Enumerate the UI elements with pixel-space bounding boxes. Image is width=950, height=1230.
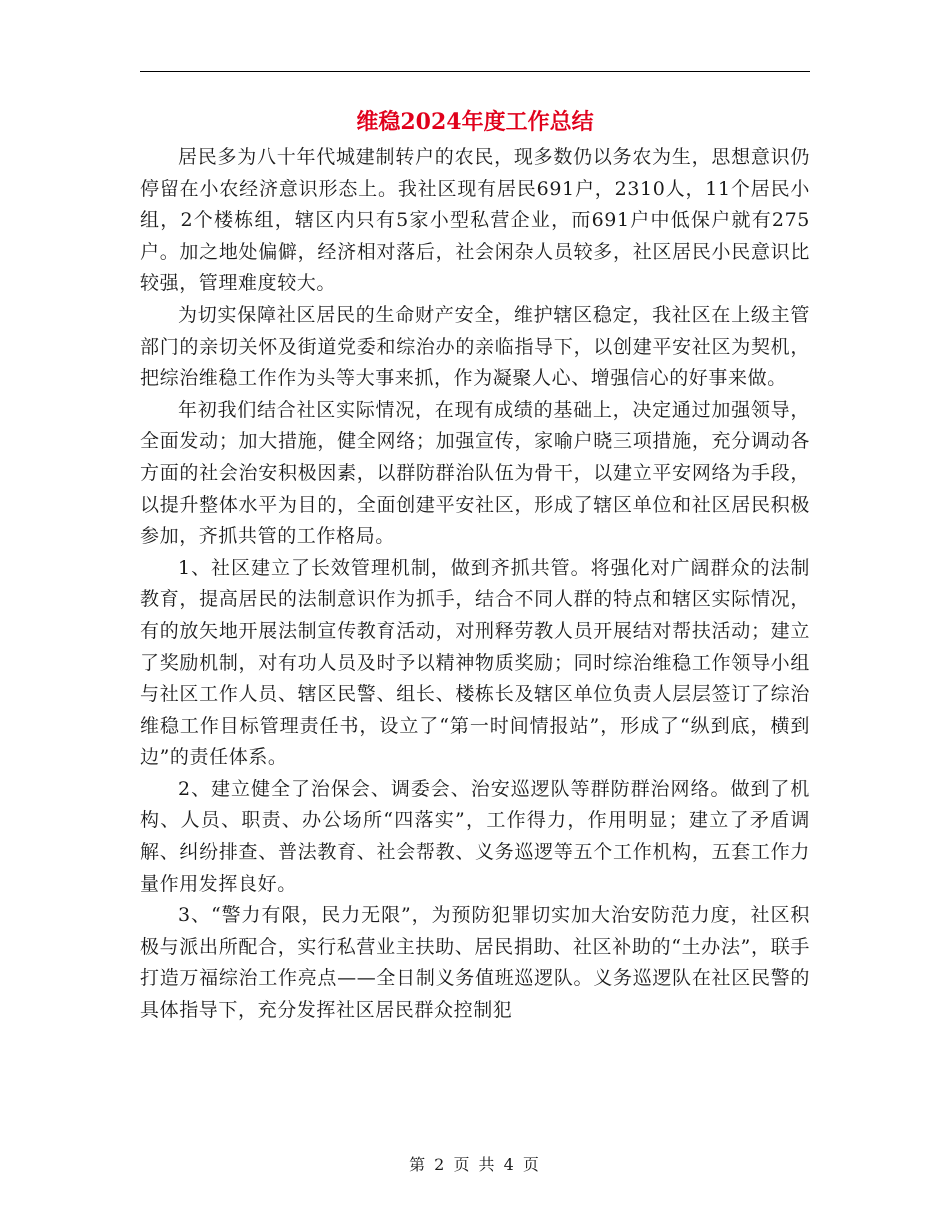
paragraph-4: 1、社区建立了长效管理机制，做到齐抓共管。将强化对广阔群众的法制教育，提高居民的法制意识作为抓手，结合不同人群的特点和辖区实际情况，有的放矢地开展法制宣传教育活动，对刑释劳教人员开展结对帮扶活动；建立了奖励机制，对有功人员及时予以精神物质奖励；同时综治维稳工作领导小组与社区工作人员、辖区民警、组长、楼栋长及辖区单位负责人层层签订了综治维稳工作目标管理责任书，设立了“第一时间情报站”，形成了“纵到底，横到边”的责任体系。: [140, 556, 810, 769]
paragraph-5: 2、建立健全了治保会、调委会、治安巡逻队等群防群治网络。做到了机构、人员、职责、办公场所“四落实”，工作得力，作用明显；建立了矛盾调解、纠纷排查、普法教育、社会帮教、义务巡逻等五个工作机构，五套工作力量作用发挥良好。: [140, 777, 810, 895]
paragraph-3: 年初我们结合社区实际情况，在现有成绩的基础上，决定通过加强领导，全面发动；加大措施，健全网络；加强宣传，家喻户晓三项措施，充分调动各方面的社会治安积极因素，以群防群治队伍为骨干，以建立平安网络为手段，以提升整体水平为目的，全面创建平安社区，形成了辖区单位和社区居民积极参加，齐抓共管的工作格局。: [140, 398, 810, 548]
paragraph-6: 3、“警力有限，民力无限”，为预防犯罪切实加大治安防范力度，社区积极与派出所配合，实行私营业主扶助、居民捐助、社区补助的“土办法”，联手打造万福综治工作亮点——全日制义务值班巡逻队。义务巡逻队在社区民警的具体指导下，充分发挥社区居民群众控制犯: [140, 904, 810, 1022]
paragraph-1: 居民多为八十年代城建制转户的农民，现多数仍以务农为生，思想意识仍停留在小农经济意识形态上。我社区现有居民691户，2310人，11个居民小组，2个楼栋组，辖区内只有5家小型私营企业，而691户中低保户就有275户。加之地处偏僻，经济相对落后，社会闲杂人员较多，社区居民小民意识比较强，管理难度较大。: [140, 146, 810, 295]
paragraph-2: 为切实保障社区居民的生命财产安全，维护辖区稳定，我社区在上级主管部门的亲切关怀及街道党委和综治办的亲临指导下，以创建平安社区为契机，把综治维稳工作作为头等大事来抓，作为凝聚人心、增强信心的好事来做。: [140, 303, 810, 390]
document-body: [140, 142, 810, 1027]
document-title: 维稳2024年度工作总结: [356, 109, 594, 135]
page-footer: 第 2 页 共 4 页: [409, 1155, 541, 1174]
header-rule: [140, 71, 810, 72]
